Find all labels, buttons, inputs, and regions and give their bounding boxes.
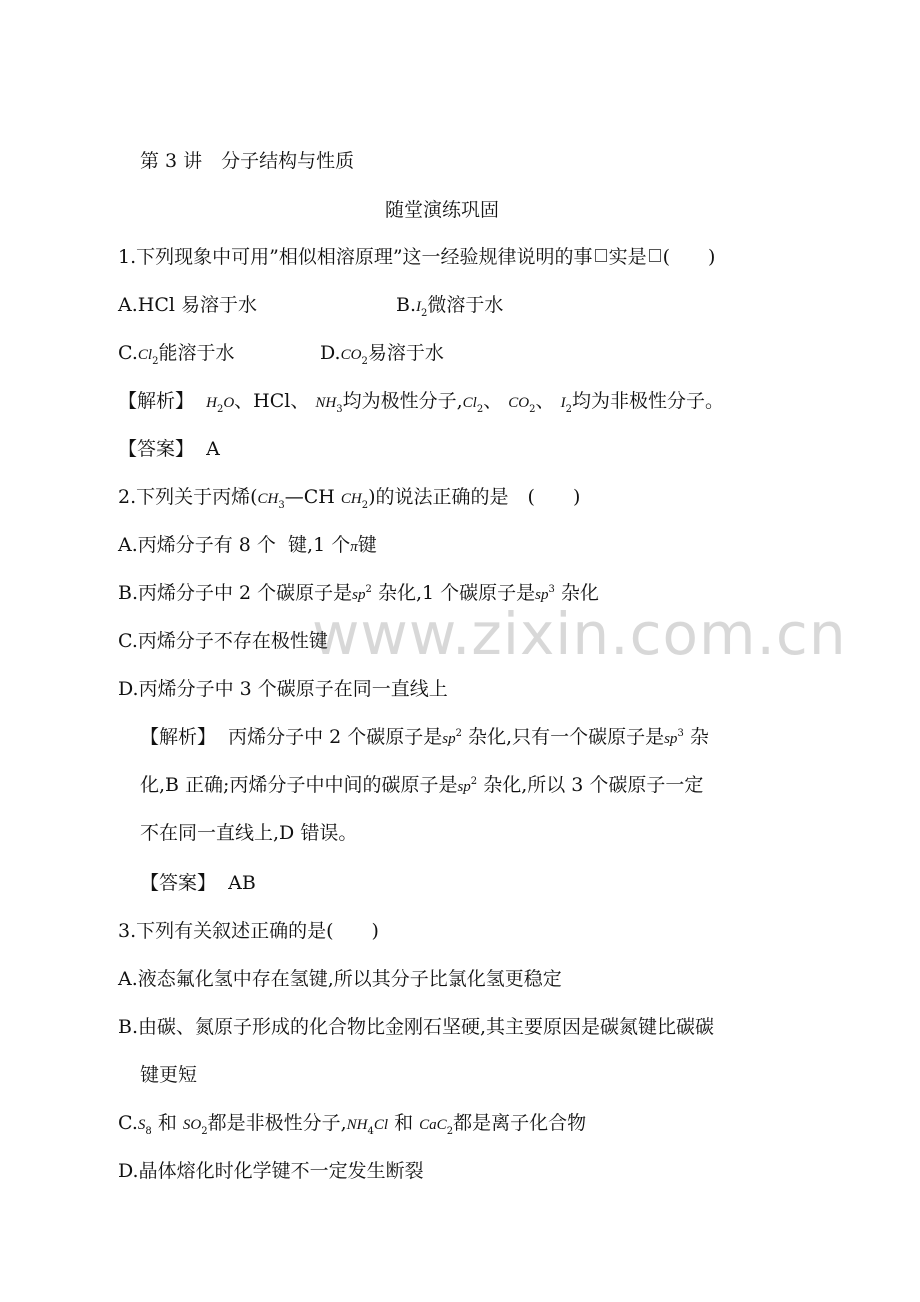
analysis-text: 均为极性分子, (342, 390, 463, 412)
superscript: 2 (455, 728, 462, 739)
q3-option-b-line2: 键更短 (140, 1064, 198, 1086)
q3-option-d: D.晶体熔化时化学键不一定发生断裂 (118, 1160, 424, 1182)
missing-glyph-box (649, 249, 661, 262)
q3-option-b-line1: B.由碳、氮原子形成的化合物比金刚石坚硬,其主要原因是碳氮键比碳碳 (118, 1016, 715, 1038)
superscript: 3 (677, 728, 684, 739)
q2-option-a (118, 532, 377, 560)
q2-analysis-line1 (140, 724, 709, 754)
formula: sp (442, 731, 456, 747)
analysis-text: 均为非极性分子。 (571, 390, 724, 412)
formula: NH (315, 395, 337, 411)
option-text: 键,1 个 (288, 534, 351, 556)
option-text: 微溶于水 (427, 294, 504, 316)
q2-stem-part: 2.下列关于丙烯( (118, 486, 258, 508)
analysis-label: 【解析】 (118, 390, 195, 412)
subscript: 8 (145, 1126, 152, 1137)
formula: sp (352, 587, 366, 603)
formula: I (560, 395, 566, 411)
lecture-title: 第 3 讲 分子结构与性质 (140, 150, 355, 172)
formula: CH (257, 491, 279, 507)
q1-stem (118, 244, 715, 270)
analysis-text: 杂 (689, 726, 709, 748)
option-letter: C. (118, 1112, 138, 1134)
analysis-text: 、 (535, 390, 555, 412)
formula: CO (340, 347, 362, 363)
q1-stem-part: 1.下列现象中可用”相似相溶原理”这一经验规律说明的事 (118, 246, 593, 268)
subscript: 2 (446, 1126, 454, 1137)
superscript: 3 (548, 584, 555, 595)
formula: NH (346, 1117, 368, 1133)
formula: CaC (419, 1117, 447, 1133)
formula: S (137, 1117, 146, 1133)
formula: SO (182, 1117, 202, 1133)
answer-label: 【答案】 (140, 872, 217, 894)
formula: O (223, 395, 235, 411)
option-text: 和 (157, 1112, 177, 1134)
q2-stem (118, 484, 580, 514)
formula: CH (340, 491, 362, 507)
formula: Cl (373, 1117, 389, 1133)
q1-stem-part: 实是 (608, 246, 647, 268)
q3-option-c (118, 1110, 586, 1140)
analysis-text: 、HCl、 (234, 390, 310, 412)
option-text: 能溶于水 (158, 342, 235, 364)
superscript: 2 (470, 776, 478, 787)
q2-analysis-line2 (140, 772, 703, 802)
subscript: 2 (216, 404, 224, 415)
subscript: 2 (201, 1126, 208, 1137)
option-letter: D. (320, 342, 341, 364)
formula: sp (457, 779, 471, 795)
analysis-text: 、 (483, 390, 503, 412)
answer-value: A (206, 438, 220, 460)
q3-stem: 3.下列有关叙述正确的是( ) (118, 920, 379, 942)
subscript: 3 (336, 404, 343, 415)
watermark: www.zixin.com.cn (312, 600, 847, 668)
formula: I (416, 299, 422, 315)
subscript: 2 (361, 500, 369, 511)
option-text: 杂化 (560, 582, 599, 604)
subscript: 2 (529, 404, 536, 415)
formula: sp (535, 587, 549, 603)
q2-answer (140, 870, 256, 896)
analysis-text: 丙烯分子中 2 个碳原子是 (228, 726, 443, 748)
q1-answer (118, 436, 220, 462)
subscript: 2 (476, 404, 484, 415)
subscript: 2 (152, 356, 159, 367)
pi-symbol: π (350, 539, 358, 555)
subscript: 3 (278, 500, 285, 511)
option-text: A.丙烯分子有 8 个 (118, 534, 276, 556)
option-text: B.丙烯分子中 2 个碳原子是 (118, 582, 353, 604)
formula: CO (508, 395, 530, 411)
q2-stem-part: )的说法正确的是 ( ) (368, 486, 581, 508)
formula: sp (664, 731, 678, 747)
q1-option-b (396, 292, 503, 322)
subscript: 2 (565, 404, 572, 415)
option-text: 都是离子化合物 (453, 1112, 587, 1134)
q2-option-b (118, 580, 599, 610)
formula: Cl (137, 347, 153, 363)
formula: H (206, 395, 217, 411)
analysis-text: 化,B 正确;丙烯分子中中间的碳原子是 (140, 774, 458, 796)
subscript: 2 (361, 356, 368, 367)
answer-value: AB (228, 872, 256, 894)
q3-option-a: A.液态氟化氢中存在氢键,所以其分子比氯化氢更稳定 (118, 968, 562, 990)
q1-analysis (118, 388, 724, 418)
subscript: 2 (421, 308, 428, 319)
analysis-label: 【解析】 (140, 726, 217, 748)
q1-option-a: A.HCl 易溶于水 (118, 294, 257, 316)
option-text: 键 (357, 534, 377, 556)
option-text: 易溶于水 (367, 342, 444, 364)
formula: Cl (462, 395, 477, 411)
q2-stem-part: —CH (284, 486, 335, 508)
q2-option-c: C.丙烯分子不存在极性键 (118, 630, 328, 652)
subscript: 4 (367, 1126, 374, 1137)
option-letter: B. (396, 294, 417, 316)
superscript: 2 (365, 584, 372, 595)
section-subtitle: 随堂演练巩固 (385, 199, 500, 221)
option-text: 杂化,1 个碳原子是 (377, 582, 536, 604)
analysis-text: 杂化,只有一个碳原子是 (468, 726, 665, 748)
option-letter: C. (118, 342, 138, 364)
option-text: 和 (394, 1112, 414, 1134)
q2-option-d: D.丙烯分子中 3 个碳原子在同一直线上 (118, 678, 448, 700)
option-text: 都是非极性分子, (207, 1112, 347, 1134)
q1-option-d (320, 340, 444, 370)
q1-stem-part: ( ) (662, 246, 716, 268)
q2-analysis-line3: 不在同一直线上,D 错误。 (140, 822, 358, 844)
answer-label: 【答案】 (118, 438, 195, 460)
missing-glyph-box (595, 249, 607, 262)
analysis-text: 杂化,所以 3 个碳原子一定 (483, 774, 704, 796)
q1-option-c (118, 340, 234, 370)
